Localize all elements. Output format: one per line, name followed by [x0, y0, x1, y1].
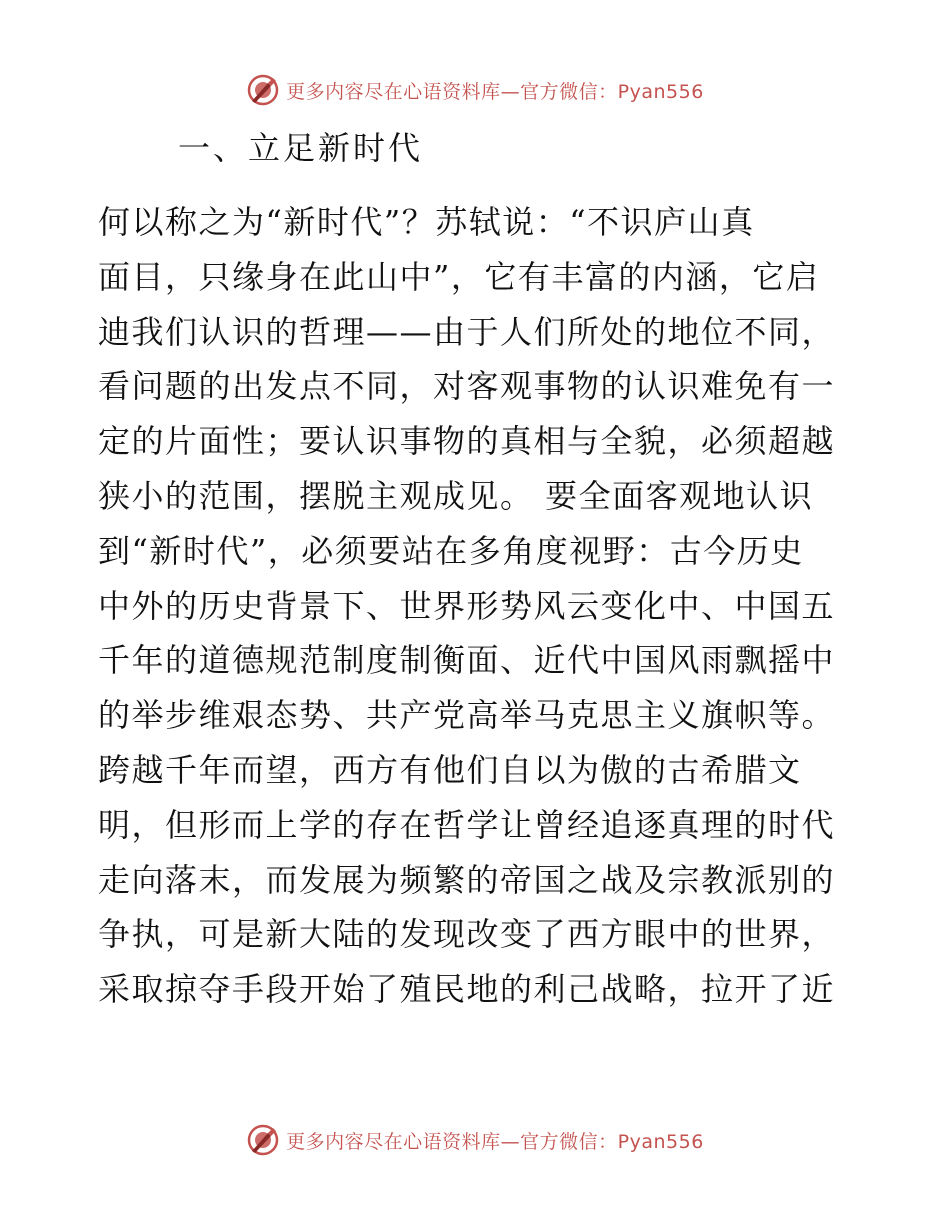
text-line: 采取掠夺手段开始了殖民地的利己战略，拉开了近: [98, 970, 836, 1009]
watermark-text: 更多内容尽在心语资料库—官方微信：Pyan556: [286, 80, 704, 103]
pen-logo-icon: [246, 1123, 280, 1157]
text-line: 争执，可是新大陆的发现改变了西方眼中的世界，: [98, 915, 836, 954]
text-line: 千年的道德规范制度制衡面、近代中国风雨飘摇中: [98, 641, 836, 680]
section-heading: 一、立足新时代: [178, 129, 424, 167]
header-watermark: [0, 68, 950, 112]
body-paragraph: [98, 195, 858, 1017]
text-line: 的举步维艰态势、共产党高举马克思主义旗帜等。: [98, 696, 836, 735]
text-line: 定的片面性；要认识事物的真相与全貌，必须超越: [98, 422, 836, 461]
text-line: 迪我们认识的哲理——由于人们所处的地位不同，: [98, 312, 836, 351]
text-line: 跨越千年而望，西方有他们自以为傲的古希腊文: [98, 750, 802, 789]
text-line: 中外的历史背景下、世界形势风云变化中、中国五: [98, 586, 836, 625]
pen-logo-icon: [246, 73, 280, 107]
text-line: 狭小的范围，摆脱主观成见。 要全面客观地认识: [98, 476, 814, 515]
footer-watermark: [0, 1118, 950, 1162]
text-line: 何以称之为“新时代”？苏轼说：“不识庐山真: [98, 203, 755, 241]
text-line: 明，但形而上学的存在哲学让曾经追逐真理的时代: [98, 805, 836, 844]
text-line: 面目，只缘身在此山中”，它有丰富的内涵，它启: [98, 257, 820, 296]
text-line: 走向落末，而发展为频繁的帝国之战及宗教派别的: [98, 860, 836, 899]
text-line: 看问题的出发点不同，对客观事物的认识难免有一: [98, 367, 836, 406]
text-line: 到“新时代”，必须要站在多角度视野：古今历史: [98, 531, 804, 570]
watermark-text: 更多内容尽在心语资料库—官方微信：Pyan556: [286, 1130, 704, 1153]
